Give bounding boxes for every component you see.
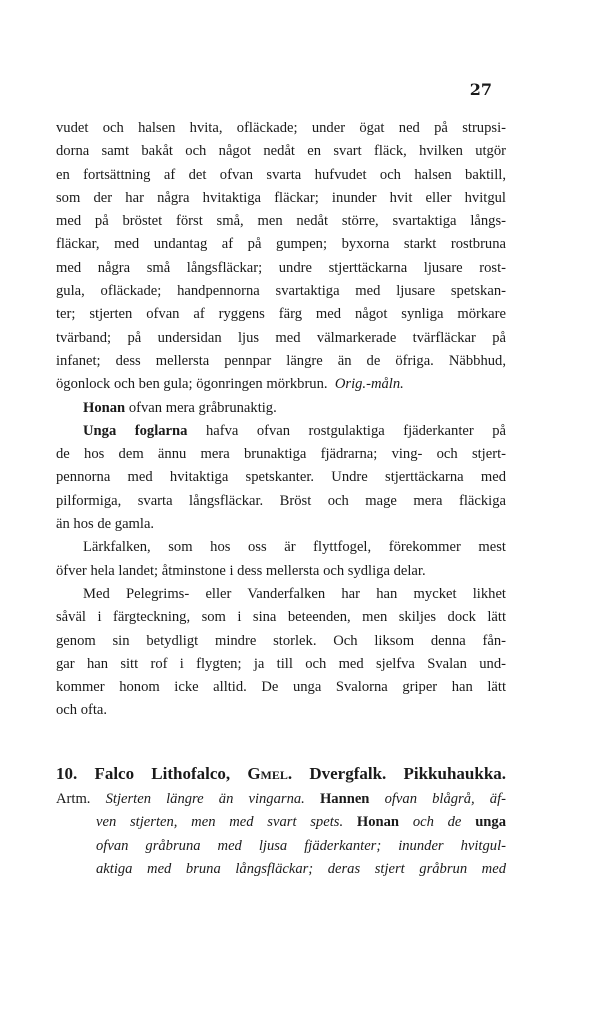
text-line: med på bröstet först små, men nedåt större, svartaktiga långs- [56,213,506,230]
source-note: Orig.-måln. [334,376,404,393]
text-line: infanet; dess mellersta pennpar längre än de öfriga. Näbbhud, [56,352,506,369]
text-line: Lärkfalken, som hos oss är flyttfogel, förekommer mest [83,539,506,556]
species-number: 10. [56,764,78,783]
text-span: Stjerten längre än vingarna. [105,791,305,807]
text-line [56,811,506,834]
text-line: dorna samt bakåt och något nedåt en svart fläck, hvilken utgör [56,143,506,160]
species-finnish-name: Pikkuhaukka. [403,764,507,783]
species-latin-name: Falco Lithofalco, [94,764,231,783]
text-line: med några små långsfläckar; undre stjerttäckarna ljusare rost- [56,259,506,276]
term-female: Honan [83,399,126,416]
text-line: genom sin betydligt mindre storlek. Och liksom denna fån- [56,632,506,649]
term-male: Hannen [319,791,370,807]
species-heading [56,762,506,786]
text-line: än hos de gamla. [56,516,155,533]
page-number: 27 [469,80,492,99]
text-line: Med Pelegrims- eller Vanderfalken har han mycket likhet [83,585,506,602]
text-line: och ofta. [56,702,108,719]
text-span: ofvan blågrå, äf- [384,791,506,807]
diagnosis-label: Artm. [56,791,91,807]
text-line: såväl i färgteckning, som i sina beteenden, men skiljes dock lätt [56,609,506,626]
species-swedish-name: Dvergfalk. [309,764,387,783]
text-line: fläckar, med undantag af på gumpen; byxorna starkt rostbruna [56,236,506,253]
text-span: hafva ofvan rostgulaktiga fjäderkanter på [205,422,506,439]
text-span: och de [412,814,462,831]
text-span: ögonlock och ben gula; ögonringen mörkbrun. [56,376,328,393]
text-line [56,373,506,396]
main-text [56,117,506,723]
text-line: ter; stjerten ofvan af ryggens färg med något synliga mörkare [56,306,506,323]
text-line: kommer honom icke alltid. De unga Svalorna griper han lätt [56,679,506,696]
term-young: unga [475,814,507,831]
text-line: gar han sitt rof i flygten; ja till och med sjelfva Svalan und- [56,655,506,672]
term-female: Honan [356,814,400,831]
text-line: som der har några hvitaktiga fläckar; inunder hvit eller hvitgul [56,189,506,206]
text-line: gula, ofläckade; handpennorna svartaktiga med ljusare spetskan- [56,283,506,300]
text-line: de hos dem ännu mera brunaktiga fjädrarna; ving- och stjert- [56,446,506,463]
text-line: en fortsättning af det ofvan svarta hufvudet och halsen baktill, [56,166,506,183]
text-line [56,788,506,811]
term-young: Unga foglarna [83,422,188,439]
text-line: pilformiga, svarta långsfläckar. Bröst och mage mera fläckiga [56,492,506,509]
species-diagnosis [56,788,506,881]
text-span: ofvan mera gråbrunaktig. [128,399,277,416]
species-author: Gmel. [247,764,293,783]
text-line: öfver hela landet; åtminstone i dess mellersta och sydliga delar. [56,562,426,579]
text-line [56,397,506,420]
text-line: pennorna med hvitaktiga spetskanter. Undre stjerttäckarna med [56,469,506,486]
text-line: ofvan gråbruna med ljusa fjäderkanter; inunder hvitgul- [96,837,506,854]
text-line: tvärband; på undersidan ljus med välmarkerade tvärfläckar på [56,329,506,346]
text-line [56,420,506,443]
text-line: aktiga med bruna långsfläckar; deras stjert gråbrun med [96,860,506,877]
text-line: vudet och halsen hvita, ofläckade; under ögat ned på strupsi- [56,120,506,136]
text-span: ven stjerten, men med svart spets. [96,814,344,831]
